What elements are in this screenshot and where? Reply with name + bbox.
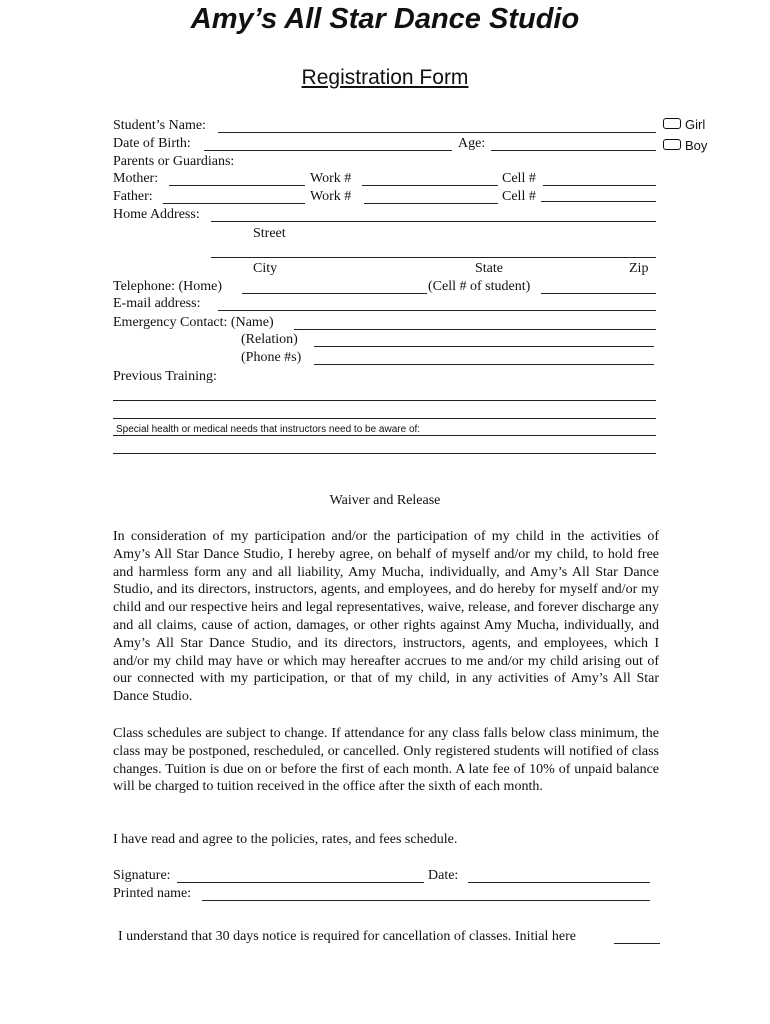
cancellation-text: I understand that 30 days notice is required for cancellation of classes. Initial here bbox=[118, 929, 576, 944]
boy-label: Boy bbox=[685, 138, 708, 153]
student-name-input[interactable] bbox=[218, 117, 656, 133]
age-input[interactable] bbox=[491, 135, 656, 151]
previous-training-label: Previous Training: bbox=[113, 369, 217, 384]
city-label: City bbox=[253, 261, 278, 276]
street-input[interactable] bbox=[211, 206, 656, 222]
state-label: State bbox=[475, 261, 503, 276]
emergency-contact-label: Emergency Contact: (Name) bbox=[113, 315, 274, 330]
special-needs-line bbox=[113, 435, 656, 436]
father-cell-label: Cell # bbox=[502, 189, 536, 204]
page-title: Amy’s All Star Dance Studio bbox=[190, 3, 580, 35]
phone-label: (Phone #s) bbox=[241, 350, 302, 365]
waiver-paragraph: In consideration of my participation and/or the participation of my child in the activities of Amy’s All Star Dance Studio, I hereby agree, on behalf of myself and/or my child, to hold free and harmless form any and all liability, Amy Mucha, individually, and Amy’s All Star Dance Studio, and its directors, instructors, agents, and employees, and do hereby for myself and/or my child and our respective heirs and legal representatives, waive, release, and forever discharge any and all claims, cause of action, damages, or other rights against Amy Mucha, individually, and Amy’s All Star Dance Studio, and its directors, instructors, agents, and employees, which I and/or my child may have or which may hereafter accrues to me and/or my child arising out of our connected with my participation, or that of my child, in any activities of Amy’s All Star Dance Studio. bbox=[113, 529, 659, 705]
father-cell-input[interactable] bbox=[541, 186, 656, 202]
student-name-label: Student’s Name: bbox=[113, 118, 206, 133]
home-address-label: Home Address: bbox=[113, 207, 200, 222]
telephone-home-input[interactable] bbox=[242, 278, 427, 294]
emergency-name-input[interactable] bbox=[294, 314, 656, 330]
girl-label: Girl bbox=[685, 117, 706, 132]
previous-training-input-1[interactable] bbox=[113, 385, 656, 401]
agreement-text: I have read and agree to the policies, rates, and fees schedule. bbox=[113, 832, 458, 847]
form-subtitle: Registration Form bbox=[301, 66, 469, 89]
father-label: Father: bbox=[113, 189, 153, 204]
boy-checkbox[interactable] bbox=[663, 139, 681, 150]
city-state-zip-input[interactable] bbox=[211, 242, 656, 258]
email-input[interactable] bbox=[218, 295, 656, 311]
signature-label: Signature: bbox=[113, 868, 171, 883]
street-label: Street bbox=[253, 226, 286, 241]
date-label: Date: bbox=[428, 868, 459, 883]
class-schedule-paragraph: Class schedules are subject to change. If attendance for any class falls below class minimum, the class may be postponed, rescheduled, or cancelled. Only registered students will notified of class changes. Tuition is due on or before the first of each month. A late fee of 10% of unpaid balance will be charged to tuition received in the office after the sixth of each month. bbox=[113, 726, 659, 795]
date-of-birth-label: Date of Birth: bbox=[113, 136, 191, 151]
mother-work-label: Work # bbox=[310, 171, 352, 186]
student-cell-label: (Cell # of student) bbox=[428, 279, 531, 294]
father-work-label: Work # bbox=[310, 189, 352, 204]
waiver-heading: Waiver and Release bbox=[329, 493, 441, 508]
girl-checkbox[interactable] bbox=[663, 118, 681, 129]
email-label: E-mail address: bbox=[113, 296, 201, 311]
special-needs-input[interactable] bbox=[113, 438, 656, 454]
printed-name-label: Printed name: bbox=[113, 886, 192, 901]
relation-label: (Relation) bbox=[241, 332, 298, 347]
mother-cell-label: Cell # bbox=[502, 171, 536, 186]
emergency-phone-input[interactable] bbox=[314, 349, 654, 365]
printed-name-input[interactable] bbox=[202, 885, 650, 901]
signature-input[interactable] bbox=[177, 867, 424, 883]
parents-label: Parents or Guardians: bbox=[113, 154, 235, 169]
special-needs-label: Special health or medical needs that instructors need to be aware of: bbox=[116, 424, 421, 435]
mother-work-input[interactable] bbox=[362, 170, 498, 186]
student-cell-input[interactable] bbox=[541, 278, 656, 294]
mother-label: Mother: bbox=[113, 171, 159, 186]
zip-label: Zip bbox=[629, 261, 649, 276]
father-name-input[interactable] bbox=[163, 188, 305, 204]
date-of-birth-input[interactable] bbox=[204, 135, 452, 151]
emergency-relation-input[interactable] bbox=[314, 331, 654, 347]
telephone-home-label: Telephone: (Home) bbox=[113, 279, 223, 294]
previous-training-input-2[interactable] bbox=[113, 403, 656, 419]
mother-cell-input[interactable] bbox=[543, 170, 656, 186]
date-input[interactable] bbox=[468, 867, 650, 883]
age-label: Age: bbox=[458, 136, 486, 151]
father-work-input[interactable] bbox=[364, 188, 498, 204]
initial-input[interactable] bbox=[614, 928, 660, 944]
mother-name-input[interactable] bbox=[169, 170, 305, 186]
